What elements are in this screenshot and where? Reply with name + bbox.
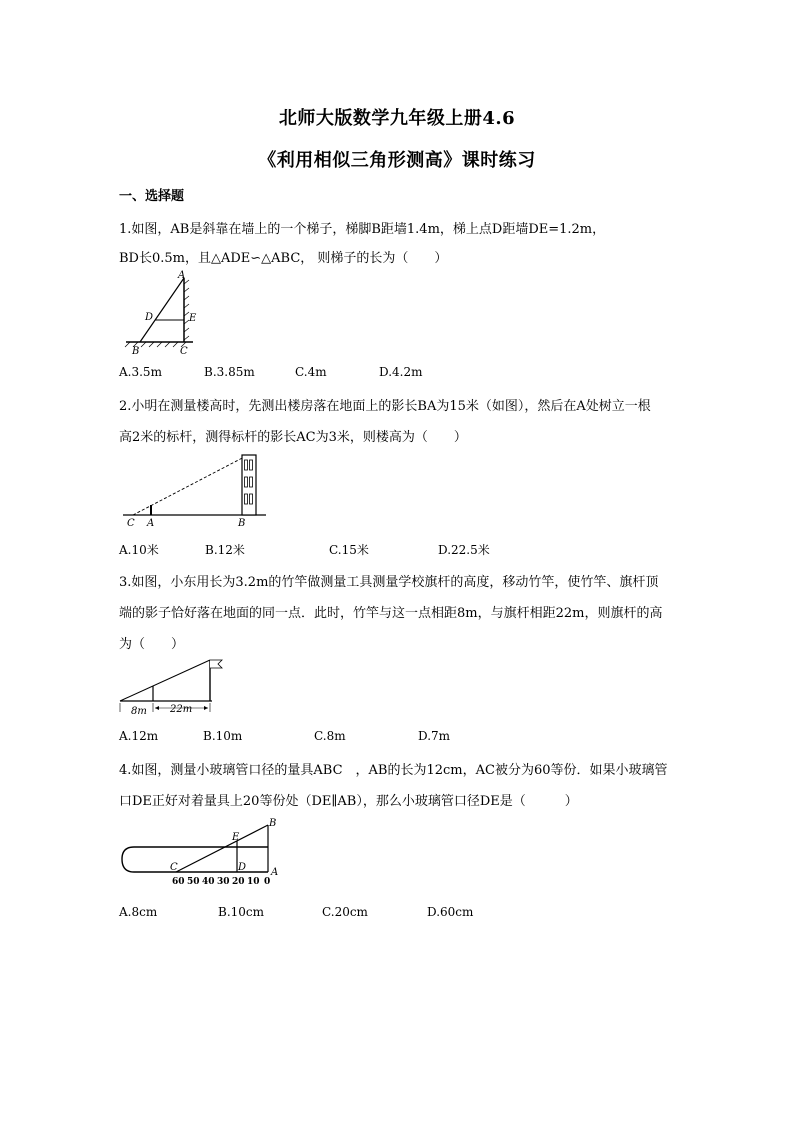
q1-fig-label-a: A <box>178 270 186 281</box>
doc-title-line1: 北师大版数学九年级上册4.6 <box>278 108 516 129</box>
q4-text-line1: 4.如图，测量小玻璃管口径的量具ABC ，AB的长为12cm，AC被分为60等份．如果小玻璃管 <box>119 763 668 778</box>
q2-option-c[interactable]: C.15米 <box>329 543 369 557</box>
q3-option-a[interactable]: A.12m <box>119 729 159 743</box>
q4-option-c[interactable]: C.20cm <box>322 905 368 919</box>
q2-option-a[interactable]: A.10米 <box>119 543 159 557</box>
q3-fig-label-8m: 8m <box>131 706 147 717</box>
q3-option-d[interactable]: D.7m <box>418 729 451 743</box>
q4-figure-gauge <box>118 815 293 890</box>
q1-text-line2: BD长0.5m，且△ADE∽△ABC， 则梯子的长为（ ） <box>119 251 448 266</box>
q1-fig-label-c: C <box>180 346 188 357</box>
q2-fig-label-a: A <box>147 518 155 529</box>
q4-scale-10: 10 <box>247 877 260 887</box>
q4-scale-30: 30 <box>217 877 230 887</box>
q4-fig-label-d: D <box>238 862 247 873</box>
doc-title-line2: 《利用相似三角形测高》课时练习 <box>258 150 536 171</box>
q1-option-b[interactable]: B.3.85m <box>204 365 255 379</box>
q4-scale-20: 20 <box>232 877 245 887</box>
q1-fig-label-b: B <box>132 346 140 357</box>
q4-scale-0: 0 <box>264 877 271 887</box>
q1-fig-label-e: E <box>189 313 197 324</box>
q4-option-b[interactable]: B.10cm <box>218 905 265 919</box>
q1-option-c[interactable]: C.4m <box>295 365 327 379</box>
q3-text-line1: 3.如图，小东用长为3.2m的竹竿做测量工具测量学校旗杆的高度，移动竹竿，使竹竿、旗杆顶 <box>119 575 659 590</box>
q1-fig-label-d: D <box>145 312 154 323</box>
q3-text-line3: 为（ ） <box>119 637 185 652</box>
q2-figure-building <box>118 450 268 530</box>
q3-option-b[interactable]: B.10m <box>203 729 243 743</box>
q1-option-d[interactable]: D.4.2m <box>379 365 423 379</box>
q3-text-line2: 端的影子恰好落在地面的同一点．此时，竹竿与这一点相距8m，与旗杆相距22m，则旗杆的高 <box>119 606 663 621</box>
q3-option-c[interactable]: C.8m <box>314 729 346 743</box>
q4-scale-40: 40 <box>202 877 215 887</box>
q4-option-a[interactable]: A.8cm <box>119 905 158 919</box>
q2-fig-label-c: C <box>127 518 135 529</box>
q1-text-line1: 1.如图，AB是斜靠在墙上的一个梯子，梯脚B距墙1.4m，梯上点D距墙DE=1.2m， <box>119 222 606 237</box>
q3-fig-label-22m: 22m <box>170 704 193 715</box>
section-heading: 一、选择题 <box>119 189 185 204</box>
q2-option-d[interactable]: D.22.5米 <box>438 543 490 557</box>
q4-scale-50: 50 <box>187 877 200 887</box>
q3-figure-flagpole <box>118 656 233 718</box>
q4-fig-label-e: E <box>232 832 240 843</box>
q1-figure-ladder <box>118 270 218 358</box>
q4-fig-label-c: C <box>170 862 178 873</box>
q2-option-b[interactable]: B.12米 <box>205 543 245 557</box>
q4-scale-60: 60 <box>172 877 185 887</box>
q4-option-d[interactable]: D.60cm <box>427 905 474 919</box>
q4-text-line2: 口DE正好对着量具上20等份处（DE∥AB），那么小玻璃管口径DE是（ ） <box>119 794 578 809</box>
q1-option-a[interactable]: A.3.5m <box>119 365 162 379</box>
q4-fig-label-a: A <box>271 867 279 878</box>
q2-fig-label-b: B <box>238 518 246 529</box>
q2-text-line1: 2.小明在测量楼高时，先测出楼房落在地面上的影长BA为15米（如图），然后在A处树立一根 <box>119 399 651 414</box>
q4-fig-label-b: B <box>269 818 277 829</box>
q2-text-line2: 高2米的标杆，测得标杆的影长AC为3米，则楼高为（ ） <box>119 430 467 445</box>
